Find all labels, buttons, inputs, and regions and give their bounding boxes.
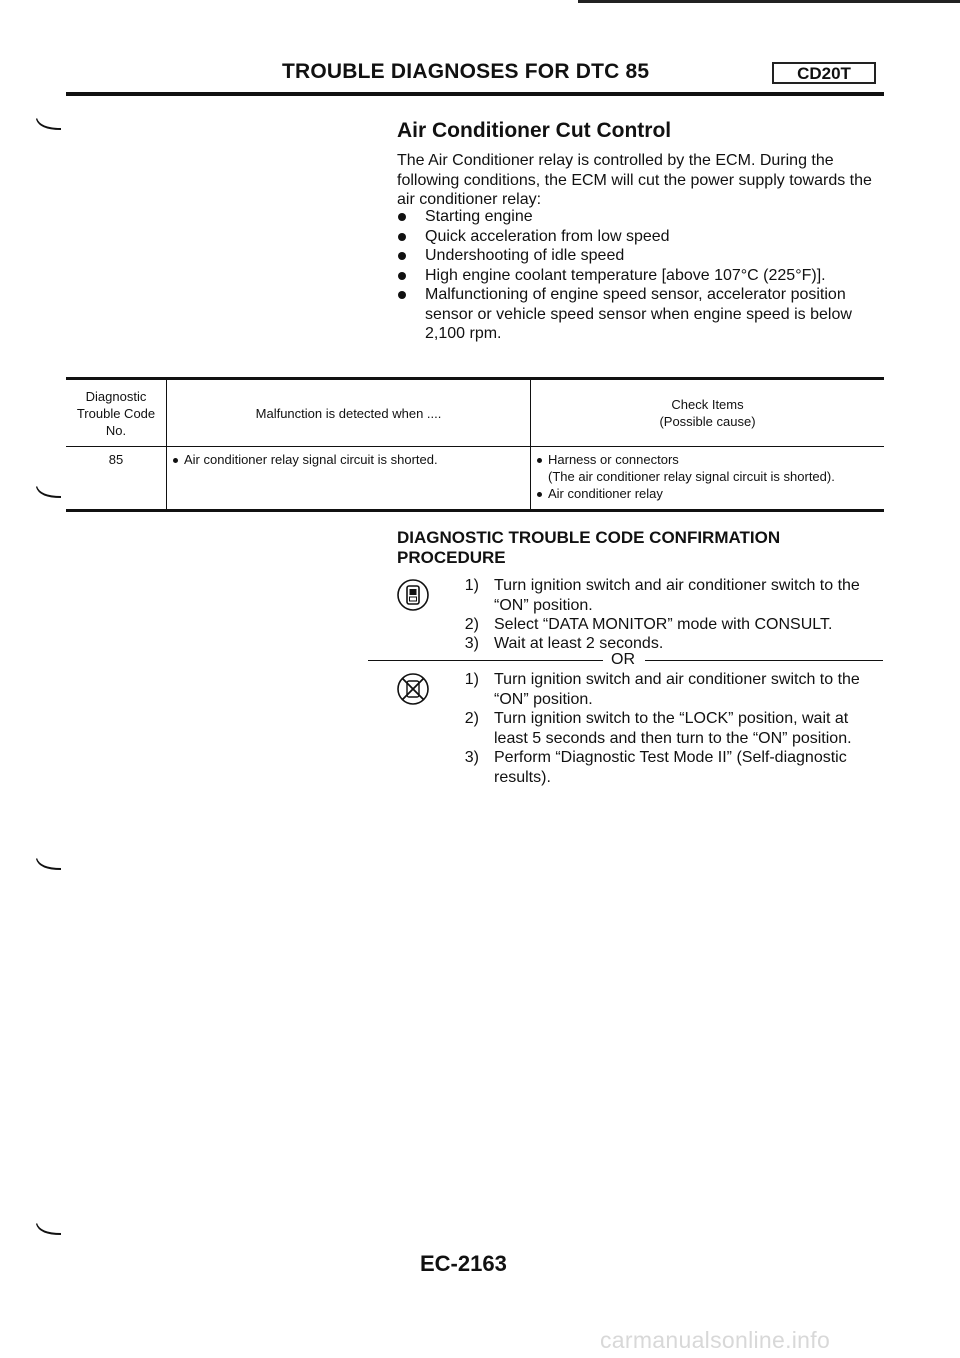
step-number: 3) (464, 749, 479, 766)
condition-list (397, 207, 885, 344)
consult-tester-icon (396, 578, 430, 617)
no-tools-icon (396, 672, 430, 711)
step-number: 1) (464, 577, 479, 594)
dtc-code-cell: 85 (66, 447, 167, 511)
step-text: Turn ignition switch and air conditioner switch to the “ON” position. (494, 671, 860, 708)
bullet-icon (537, 458, 542, 463)
table-row (66, 447, 884, 511)
header-malfunction: Malfunction is detected when .... (167, 379, 531, 447)
or-divider-right (645, 660, 883, 661)
step-text: Turn ignition switch to the “LOCK” position, wait at least 5 seconds and then turn to the “ON” position. (494, 710, 852, 747)
header-dtc-number: Diagnostic Trouble Code No. (66, 379, 167, 447)
malfunction-cell: Air conditioner relay signal circuit is shorted. (167, 447, 531, 511)
step-number: 3) (464, 635, 479, 652)
or-label: OR (611, 651, 635, 668)
or-divider-left (368, 660, 603, 661)
page-title: TROUBLE DIAGNOSES FOR DTC 85 (282, 60, 650, 83)
margin-tick-icon (36, 485, 62, 499)
step-text: Select “DATA MONITOR” mode with CONSULT. (494, 616, 833, 633)
list-item: Starting engine (397, 207, 885, 227)
engine-code-badge: CD20T (772, 62, 876, 84)
step-text: Wait at least 2 seconds. (494, 635, 664, 652)
bullet-icon (398, 272, 406, 280)
step-text: Perform “Diagnostic Test Mode II” (Self-diagnostic results). (494, 749, 847, 786)
bullet-icon (398, 252, 406, 260)
margin-tick-icon (36, 857, 62, 871)
step-number: 2) (464, 710, 479, 727)
intro-paragraph: The Air Conditioner relay is controlled by the ECM. During the following conditions, the ECM will cut the power supply towards the air conditioner relay: (397, 152, 872, 208)
dtc-table (66, 377, 884, 512)
bullet-icon (398, 233, 406, 241)
page-number: EC-2163 (420, 1251, 507, 1276)
margin-tick-icon (36, 1222, 62, 1236)
step-number: 1) (464, 671, 479, 688)
list-item: Quick acceleration from low speed (397, 227, 885, 247)
section-title: Air Conditioner Cut Control (397, 119, 672, 142)
top-edge-rule (578, 0, 960, 3)
watermark: carmanualsonline.info (600, 1327, 831, 1353)
list-item: Undershooting of idle speed (397, 246, 885, 266)
procedure-title: DIAGNOSTIC TROUBLE CODE CONFIRMATION PROCEDURE (397, 528, 781, 567)
bullet-icon (398, 291, 406, 299)
step-number: 2) (464, 616, 479, 633)
bullet-icon (398, 213, 406, 221)
check-item-note: (The air conditioner relay signal circuit is shorted). (548, 469, 835, 484)
list-item: Malfunctioning of engine speed sensor, accelerator position sensor or vehicle speed sensor when engine speed is below 2,100 rpm. (397, 285, 885, 344)
bullet-icon (173, 458, 178, 463)
step-text: Turn ignition switch and air conditioner switch to the “ON” position. (494, 577, 860, 614)
header-check-items: Check Items (Possible cause) (531, 379, 885, 447)
check-items-cell: Harness or connectors (The air conditioner relay signal circuit is shorted). Air conditioner relay (531, 447, 885, 511)
header-rule (66, 92, 884, 96)
table-header-row (66, 379, 884, 447)
margin-tick-icon (36, 117, 62, 131)
list-item: High engine coolant temperature [above 107°C (225°F)]. (397, 266, 885, 286)
bullet-icon (537, 492, 542, 497)
